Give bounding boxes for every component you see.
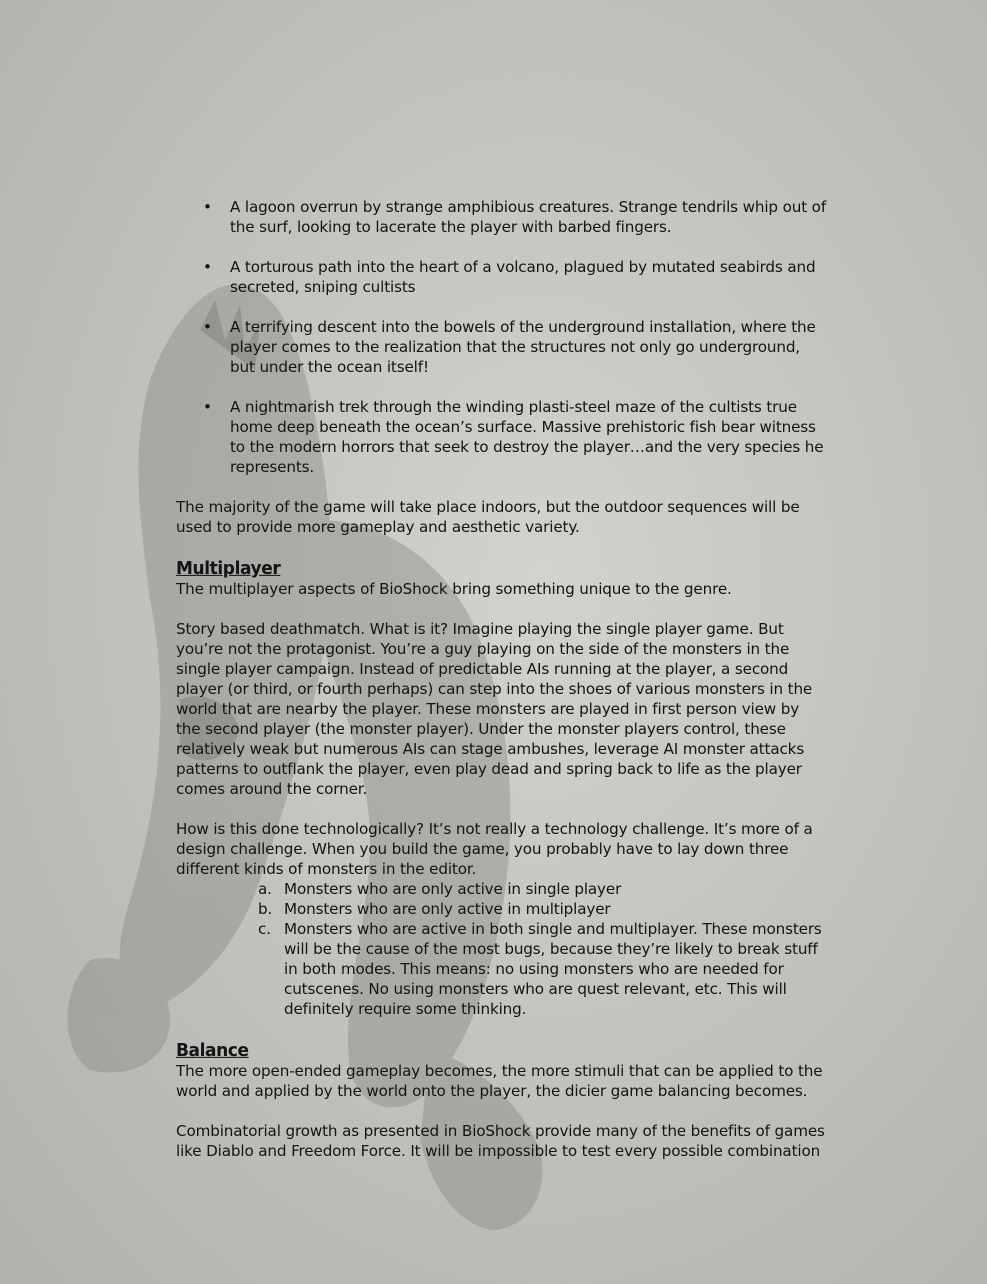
deathmatch-paragraph: Story based deathmatch. What is it? Imagine playing the single player game. But you’re not the protagonist. You’re a guy playing on the side of the monsters in the single player campaign. Instead of predictable AIs running at the player, a second player (or third, or fourth perhaps) can step into the shoes of various monsters in the world that are nearby the player. These monsters are played in first person view by the second player (the monster player). Under the monster players control, these relatively weak but numerous AIs can stage ambushes, leverage AI monster attacks patterns to outflank the player, even play dead and spring back to life as the player comes around the corner. — [176, 620, 813, 798]
list-item: a. Monsters who are only active in single player — [258, 880, 622, 898]
list-item: b. Monsters who are only active in multiplayer — [258, 900, 611, 918]
document-body — [176, 197, 828, 1181]
bullet-icon: • — [203, 258, 212, 276]
intro-paragraph: The majority of the game will take place indoors, but the outdoor sequences will be used to provide more gameplay and aesthetic variety. — [176, 498, 800, 536]
list-item: • A terrifying descent into the bowels of the underground installation, where the player comes to the realization that the structures not only go underground, but under the ocean itself! — [203, 318, 816, 376]
bullet-icon: • — [203, 198, 212, 216]
combinatorial-paragraph: Combinatorial growth as presented in BioShock provide many of the benefits of games like Diablo and Freedom Force. It will be impossible to test every possible combination — [176, 1122, 825, 1160]
technology-paragraph: How is this done technologically? It’s not really a technology challenge. It’s more of a design challenge. When you build the game, you probably have to lay down three different kinds of monsters in the editor. — [176, 820, 813, 878]
balance-paragraph: The more open-ended gameplay becomes, the more stimuli that can be applied to the world and applied by the world onto the player, the dicier game balancing becomes. — [176, 1062, 823, 1100]
list-item: • A nightmarish trek through the winding plasti-steel maze of the cultists true home deep beneath the ocean’s surface. Massive prehistoric fish bear witness to the modern horrors that seek to destroy the player…and the very species he represents. — [203, 398, 824, 476]
balance-heading: Balance — [176, 1040, 249, 1062]
multiplayer-heading: Multiplayer — [176, 558, 281, 580]
list-item: c. Monsters who are active in both single and multiplayer. These monsters will be the cause of the most bugs, because they’re likely to break stuff in both modes. This means: no using monsters who are needed for cutscenes. No using monsters who are quest relevant, etc. This will definitely require some thinking. — [258, 920, 822, 1018]
list-item: • A torturous path into the heart of a volcano, plagued by mutated seabirds and secreted, sniping cultists — [203, 258, 816, 296]
multiplayer-intro: The multiplayer aspects of BioShock bring something unique to the genre. — [176, 580, 732, 598]
monster-type-list — [176, 879, 828, 1019]
bullet-icon: • — [203, 318, 212, 336]
list-item: • A lagoon overrun by strange amphibious creatures. Strange tendrils whip out of the surf, looking to lacerate the player with barbed fingers. — [203, 198, 827, 236]
bullet-icon: • — [203, 398, 212, 416]
environment-bullet-list — [176, 197, 828, 477]
